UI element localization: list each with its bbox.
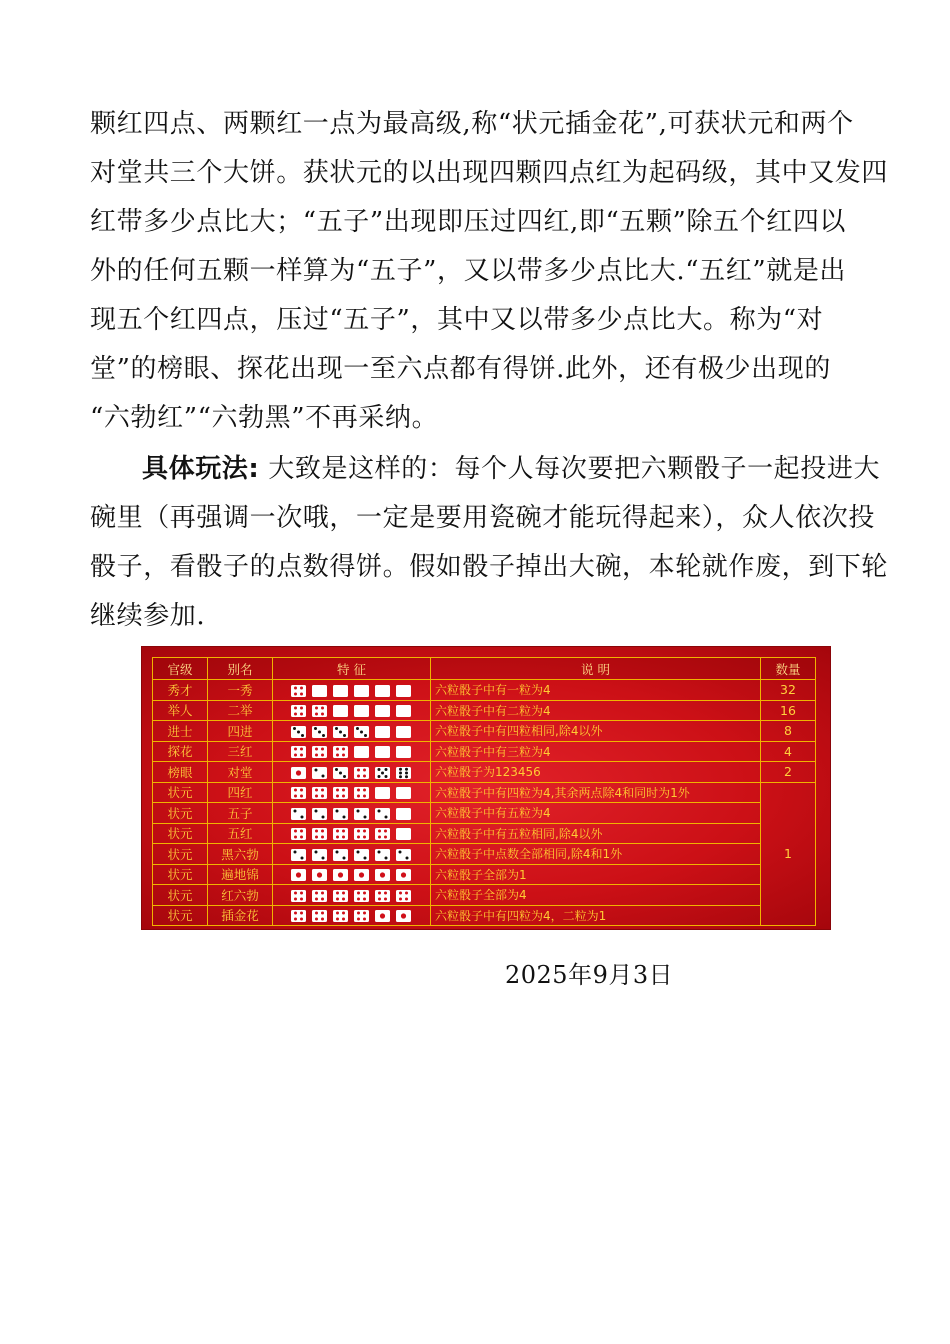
die-four-icon	[333, 890, 348, 902]
die-two-icon	[354, 849, 369, 861]
description-cell: 六粒骰子全部为4	[431, 885, 761, 906]
die-four-icon	[375, 828, 390, 840]
quantity-cell: 16	[761, 700, 816, 721]
text-line: 堂”的榜眼、探花出现一至六点都有得饼.此外，还有极少出现的	[90, 354, 831, 384]
die-four-icon	[291, 705, 306, 717]
die-four-icon	[333, 787, 348, 799]
dice-cell	[273, 905, 431, 926]
die-one-icon	[375, 869, 390, 881]
table-row	[153, 782, 816, 803]
die-two-icon	[312, 849, 327, 861]
quantity-cell: 2	[761, 762, 816, 783]
table-body	[153, 680, 816, 926]
dice-cell	[273, 782, 431, 803]
die-blank-icon	[396, 705, 411, 717]
alias-cell: 红六勃	[208, 885, 273, 906]
die-blank-icon	[396, 746, 411, 758]
die-two-icon	[375, 808, 390, 820]
die-four-icon	[312, 705, 327, 717]
die-blank-icon	[396, 726, 411, 738]
die-one-icon	[396, 910, 411, 922]
die-four-icon	[291, 746, 306, 758]
die-one-icon	[396, 869, 411, 881]
description-cell: 六粒骰子中有四粒为4，二粒为1	[431, 905, 761, 926]
text-line: “六勃红”“六勃黑”不再采纳。	[90, 403, 439, 433]
dice-cell	[273, 803, 431, 824]
die-four-icon	[312, 890, 327, 902]
die-four-icon	[291, 828, 306, 840]
document-date: 2025年9月3日	[505, 961, 674, 989]
die-blank-icon	[354, 705, 369, 717]
alias-cell: 对堂	[208, 762, 273, 783]
table-row	[153, 885, 816, 906]
table-row	[153, 803, 816, 824]
description-cell: 六粒骰子中点数全部相同,除4和1外	[431, 844, 761, 865]
text-line: 颗红四点、两颗红一点为最高级,称“状元插金花”,可获状元和两个	[90, 109, 854, 139]
die-four-icon	[312, 828, 327, 840]
alias-cell: 五红	[208, 823, 273, 844]
description-cell: 六粒骰子为123456	[431, 762, 761, 783]
die-five-icon	[375, 767, 390, 779]
die-blank-icon	[354, 746, 369, 758]
die-four-icon	[354, 910, 369, 922]
quantity-cell: 1	[761, 782, 816, 926]
alias-cell: 三红	[208, 741, 273, 762]
quantity-cell: 32	[761, 680, 816, 701]
paragraph-rules	[90, 100, 889, 443]
table-row	[153, 700, 816, 721]
description-cell: 六粒骰子中有三粒为4	[431, 741, 761, 762]
table-row	[153, 680, 816, 701]
die-blank-icon	[375, 746, 390, 758]
die-three-icon	[333, 726, 348, 738]
dice-cell	[273, 700, 431, 721]
die-two-icon	[291, 849, 306, 861]
dice-rank-table-image	[141, 646, 831, 930]
rank-cell: 状元	[153, 905, 208, 926]
header-rank: 官级	[153, 658, 208, 680]
die-blank-icon	[333, 685, 348, 697]
header-feature: 特 征	[273, 658, 431, 680]
table-header-row	[153, 658, 816, 680]
die-four-icon	[312, 910, 327, 922]
die-four-icon	[291, 685, 306, 697]
dice-cell	[273, 762, 431, 783]
die-six-icon	[396, 767, 411, 779]
rank-cell: 状元	[153, 823, 208, 844]
description-cell: 六粒骰子中有四粒相同,除4以外	[431, 721, 761, 742]
die-blank-icon	[396, 828, 411, 840]
die-blank-icon	[375, 787, 390, 799]
die-four-icon	[354, 787, 369, 799]
quantity-cell: 4	[761, 741, 816, 762]
die-four-icon	[333, 746, 348, 758]
die-two-icon	[312, 808, 327, 820]
table-row	[153, 844, 816, 865]
text-line: 外的任何五颗一样算为“五子”，又以带多少点比大.“五红”就是出	[90, 256, 847, 286]
die-two-icon	[333, 849, 348, 861]
die-four-icon	[333, 910, 348, 922]
die-blank-icon	[312, 685, 327, 697]
text-line: 红带多少点比大；“五子”出现即压过四红,即“五颗”除五个红四以	[90, 207, 847, 237]
dice-cell	[273, 680, 431, 701]
header-quantity: 数量	[761, 658, 816, 680]
alias-cell: 四红	[208, 782, 273, 803]
die-one-icon	[291, 767, 306, 779]
rank-cell: 状元	[153, 844, 208, 865]
rank-cell: 举人	[153, 700, 208, 721]
die-blank-icon	[375, 705, 390, 717]
rank-cell: 探花	[153, 741, 208, 762]
alias-cell: 一秀	[208, 680, 273, 701]
die-four-icon	[312, 746, 327, 758]
rank-cell: 状元	[153, 864, 208, 885]
alias-cell: 二举	[208, 700, 273, 721]
description-cell: 六粒骰子中有一粒为4	[431, 680, 761, 701]
dice-cell	[273, 721, 431, 742]
die-four-icon	[354, 828, 369, 840]
description-cell: 六粒骰子全部为1	[431, 864, 761, 885]
document-body	[90, 100, 889, 641]
die-four-icon	[354, 890, 369, 902]
die-three-icon	[312, 726, 327, 738]
table-row	[153, 741, 816, 762]
die-one-icon	[312, 869, 327, 881]
dice-cell	[273, 844, 431, 865]
text-line: 碗里（再强调一次哦，一定是要用瓷碗才能玩得起来），众人依次投	[90, 503, 876, 533]
header-description: 说 明	[431, 658, 761, 680]
description-cell: 六粒骰子中有二粒为4	[431, 700, 761, 721]
alias-cell: 五子	[208, 803, 273, 824]
die-four-icon	[375, 890, 390, 902]
alias-cell: 插金花	[208, 905, 273, 926]
text-line: 骰子，看骰子的点数得饼。假如骰子掉出大碗，本轮就作废，到下轮	[90, 552, 889, 582]
alias-cell: 黑六勃	[208, 844, 273, 865]
rank-cell: 进士	[153, 721, 208, 742]
text-line: 现五个红四点，压过“五子”，其中又以带多少点比大。称为“对	[90, 305, 824, 335]
rank-cell: 状元	[153, 885, 208, 906]
dice-cell	[273, 864, 431, 885]
dice-cell	[273, 885, 431, 906]
die-four-icon	[333, 828, 348, 840]
die-three-icon	[291, 726, 306, 738]
table-row	[153, 905, 816, 926]
die-one-icon	[333, 869, 348, 881]
die-one-icon	[375, 910, 390, 922]
die-two-icon	[312, 767, 327, 779]
die-four-icon	[312, 787, 327, 799]
die-four-icon	[396, 890, 411, 902]
text-line: 继续参加.	[90, 601, 206, 631]
die-two-icon	[354, 808, 369, 820]
die-four-icon	[291, 890, 306, 902]
rank-cell: 状元	[153, 803, 208, 824]
rank-cell: 秀才	[153, 680, 208, 701]
dice-cell	[273, 823, 431, 844]
rank-cell: 状元	[153, 782, 208, 803]
die-blank-icon	[375, 726, 390, 738]
header-alias: 别名	[208, 658, 273, 680]
dice-cell	[273, 741, 431, 762]
howto-text: 大致是这样的：每个人每次要把六颗骰子一起投进大	[259, 454, 881, 484]
table-row	[153, 721, 816, 742]
howto-label: 具体玩法:	[142, 454, 260, 484]
die-blank-icon	[396, 685, 411, 697]
die-one-icon	[291, 869, 306, 881]
table-row	[153, 864, 816, 885]
die-blank-icon	[333, 705, 348, 717]
table-row	[153, 823, 816, 844]
die-four-icon	[354, 767, 369, 779]
text-line: 对堂共三个大饼。获状元的以出现四颗四点红为起码级，其中又发四	[90, 158, 889, 188]
description-cell: 六粒骰子中有五粒相同,除4以外	[431, 823, 761, 844]
alias-cell: 遍地锦	[208, 864, 273, 885]
text-line	[90, 445, 881, 494]
die-blank-icon	[375, 685, 390, 697]
die-four-icon	[291, 787, 306, 799]
die-four-icon	[291, 910, 306, 922]
die-blank-icon	[396, 787, 411, 799]
die-one-icon	[354, 869, 369, 881]
die-two-icon	[396, 849, 411, 861]
quantity-cell: 8	[761, 721, 816, 742]
die-three-icon	[333, 767, 348, 779]
die-two-icon	[375, 849, 390, 861]
rank-cell: 榜眼	[153, 762, 208, 783]
die-two-icon	[333, 808, 348, 820]
alias-cell: 四进	[208, 721, 273, 742]
description-cell: 六粒骰子中有五粒为4	[431, 803, 761, 824]
paragraph-howto	[90, 445, 889, 641]
die-two-icon	[291, 808, 306, 820]
die-blank-icon	[354, 685, 369, 697]
table-row	[153, 762, 816, 783]
die-three-icon	[354, 726, 369, 738]
die-blank-icon	[396, 808, 411, 820]
dice-rank-table	[152, 657, 816, 926]
description-cell: 六粒骰子中有四粒为4,其余两点除4和同时为1外	[431, 782, 761, 803]
